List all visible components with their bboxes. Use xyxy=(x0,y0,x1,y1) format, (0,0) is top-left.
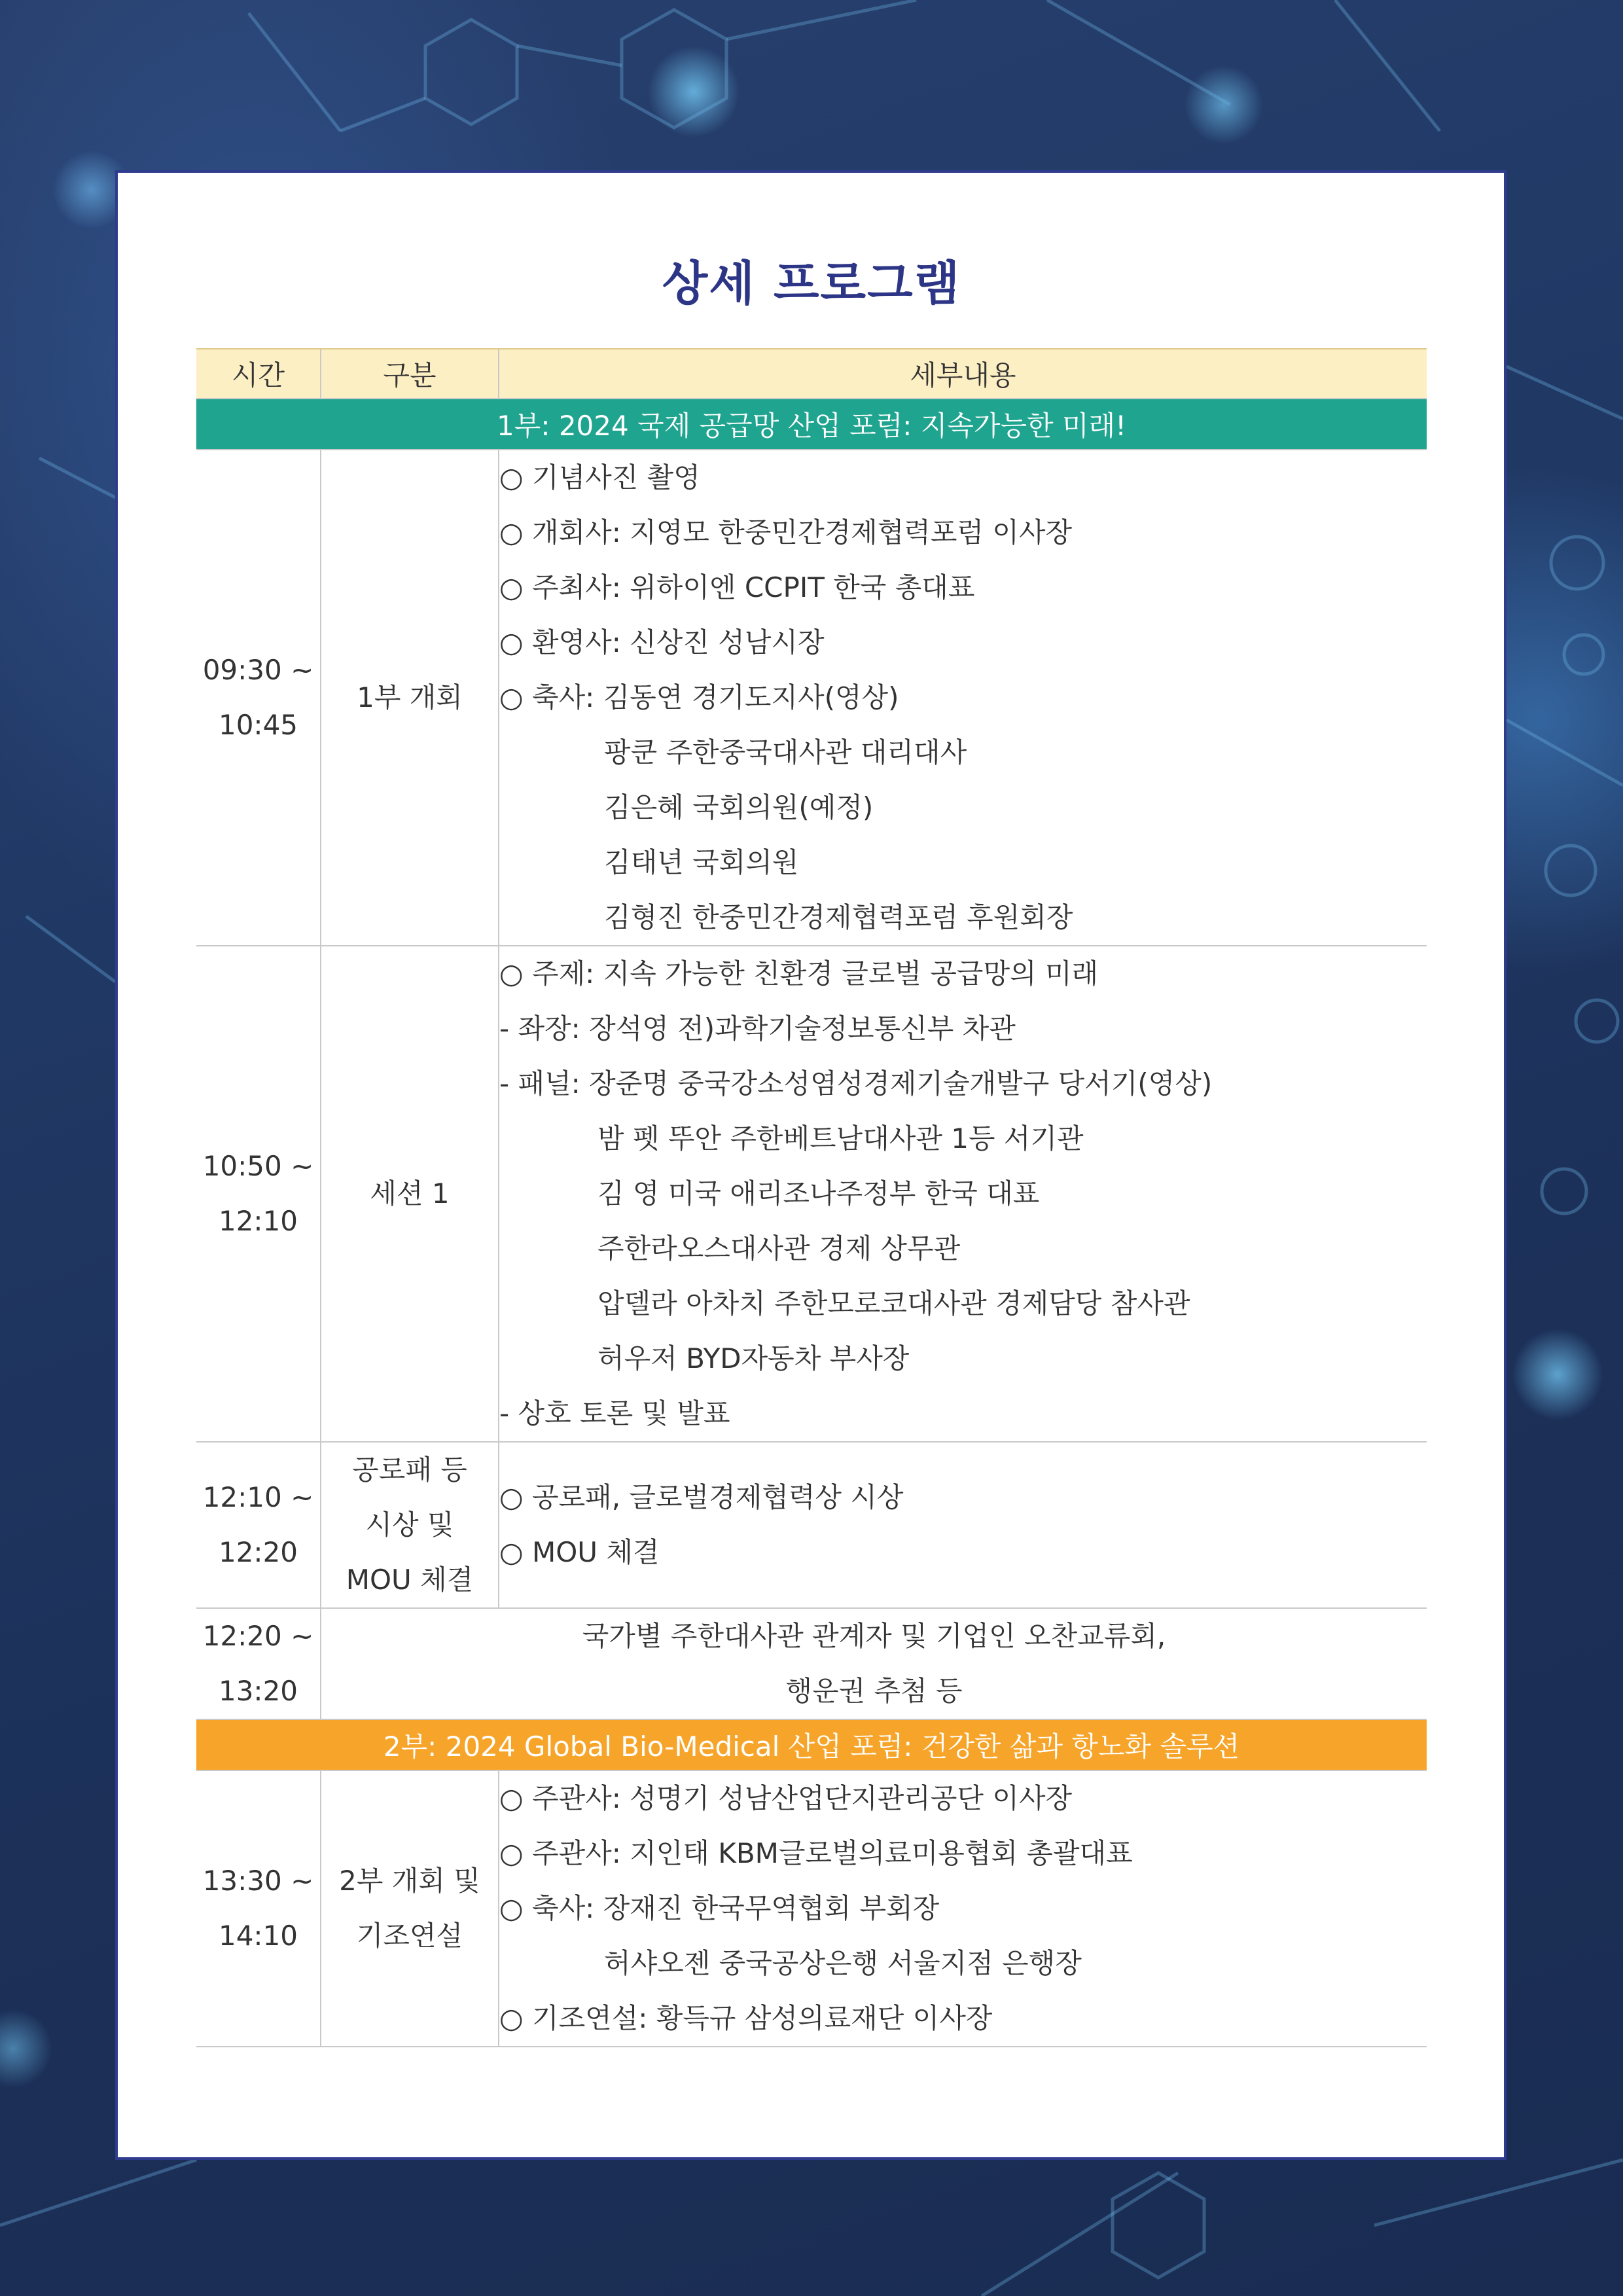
detail-line: 팡쿤 주한중국대사관 대리대사 xyxy=(604,736,967,768)
detail-line: ○ 주관사: 지인태 KBM글로벌의료미용협회 총괄대표 xyxy=(499,1837,1133,1869)
part1-banner-row xyxy=(196,399,1427,450)
category-cell xyxy=(321,1770,499,2047)
time-cell xyxy=(196,946,321,1442)
detail-line: ○ 개회사: 지영모 한중민간경제협력포럼 이사장 xyxy=(499,516,1073,548)
detail-line: - 패널: 장준명 중국강소성염성경제기술개발구 당서기(영상) xyxy=(499,1067,1213,1100)
detail-line: 주한라오스대사관 경제 상무관 xyxy=(597,1232,961,1265)
time-start: 13:30 ~ xyxy=(202,1865,314,1897)
detail-line: ○ 축사: 장재진 한국무역협회 부회장 xyxy=(499,1892,940,1924)
time-start: 09:30 ~ xyxy=(202,654,314,686)
detail-line: 압델라 아차치 주한모로코대사관 경제담당 참사관 xyxy=(597,1287,1190,1319)
time-end: 10:45 xyxy=(218,709,298,741)
detail-line: ○ 공로패, 글로벌경제협력상 시상 xyxy=(499,1481,904,1513)
detail-line: ○ 환영사: 신상진 성남시장 xyxy=(499,626,825,658)
time-start: 12:10 ~ xyxy=(202,1481,314,1513)
detail-line: 김형진 한중민간경제협력포럼 후원회장 xyxy=(604,901,1073,933)
time-cell xyxy=(196,1608,321,1719)
table-header-row xyxy=(196,349,1427,399)
time-start: 10:50 ~ xyxy=(202,1150,314,1182)
detail-line: 김태년 국회의원 xyxy=(604,846,799,878)
time-cell xyxy=(196,1770,321,2047)
detail-cell xyxy=(499,1770,1427,2047)
detail-line: 김 영 미국 애리조나주정부 한국 대표 xyxy=(597,1177,1040,1210)
category-cell: 세션 1 xyxy=(321,946,499,1442)
detail-line: - 좌장: 장석영 전)과학기술정보통신부 차관 xyxy=(499,1013,1016,1045)
detail-cell xyxy=(499,450,1427,946)
category-line: 2부 개회 및 xyxy=(339,1865,480,1897)
time-end: 13:20 xyxy=(218,1675,298,1707)
category-line: MOU 체결 xyxy=(346,1564,474,1596)
category-cell xyxy=(321,1442,499,1608)
category-line: 기조연설 xyxy=(356,1920,463,1952)
detail-line: ○ 기조연설: 황득규 삼성의료재단 이사장 xyxy=(499,2002,993,2034)
program-table xyxy=(196,348,1427,2047)
header-details: 세부내용 xyxy=(499,349,1427,399)
lunch-cell xyxy=(321,1608,1427,1719)
page-title: 상세 프로그램 xyxy=(662,256,961,311)
lunch-line: 국가별 주한대사관 관계자 및 기업인 오찬교류회, xyxy=(582,1620,1166,1652)
category-cell: 1부 개회 xyxy=(321,450,499,946)
category-line: 공로패 등 xyxy=(352,1454,467,1486)
time-start: 12:20 ~ xyxy=(202,1620,314,1652)
table-row xyxy=(196,1608,1427,1719)
table-row xyxy=(196,1770,1427,2047)
detail-cell xyxy=(499,1442,1427,1608)
table-row xyxy=(196,1442,1427,1608)
time-end: 12:10 xyxy=(218,1205,298,1237)
time-end: 14:10 xyxy=(218,1920,298,1952)
detail-line: 허샤오젠 중국공상은행 서울지점 은행장 xyxy=(604,1947,1082,1979)
time-cell xyxy=(196,450,321,946)
part1-banner: 1부: 2024 국제 공급망 산업 포럼: 지속가능한 미래! xyxy=(196,399,1427,450)
lunch-line: 행운권 추첨 등 xyxy=(785,1675,963,1707)
detail-line: ○ MOU 체결 xyxy=(499,1536,660,1568)
detail-line: ○ 주관사: 성명기 성남산업단지관리공단 이사장 xyxy=(499,1782,1073,1814)
header-category: 구분 xyxy=(321,349,499,399)
time-cell xyxy=(196,1442,321,1608)
detail-line: - 상호 토론 및 발표 xyxy=(499,1397,730,1429)
detail-line: 허우저 BYD자동차 부사장 xyxy=(597,1342,910,1374)
detail-line: ○ 축사: 김동연 경기도지사(영상) xyxy=(499,681,899,713)
part2-banner: 2부: 2024 Global Bio-Medical 산업 포럼: 건강한 삶과 항노화 솔루션 xyxy=(196,1719,1427,1770)
detail-cell xyxy=(499,946,1427,1442)
header-time: 시간 xyxy=(196,349,321,399)
detail-line: ○ 주최사: 위하이엔 CCPIT 한국 총대표 xyxy=(499,571,975,603)
detail-line: ○ 주제: 지속 가능한 친환경 글로벌 공급망의 미래 xyxy=(499,958,1099,990)
detail-line: ○ 기념사진 촬영 xyxy=(499,461,700,493)
table-row xyxy=(196,450,1427,946)
table-row xyxy=(196,946,1427,1442)
detail-line: 밤 펫 뚜안 주한베트남대사관 1등 서기관 xyxy=(597,1122,1084,1155)
detail-line: 김은혜 국회의원(예정) xyxy=(604,791,874,823)
category-line: 시상 및 xyxy=(365,1509,454,1541)
part2-banner-row xyxy=(196,1719,1427,1770)
time-end: 12:20 xyxy=(218,1536,298,1568)
